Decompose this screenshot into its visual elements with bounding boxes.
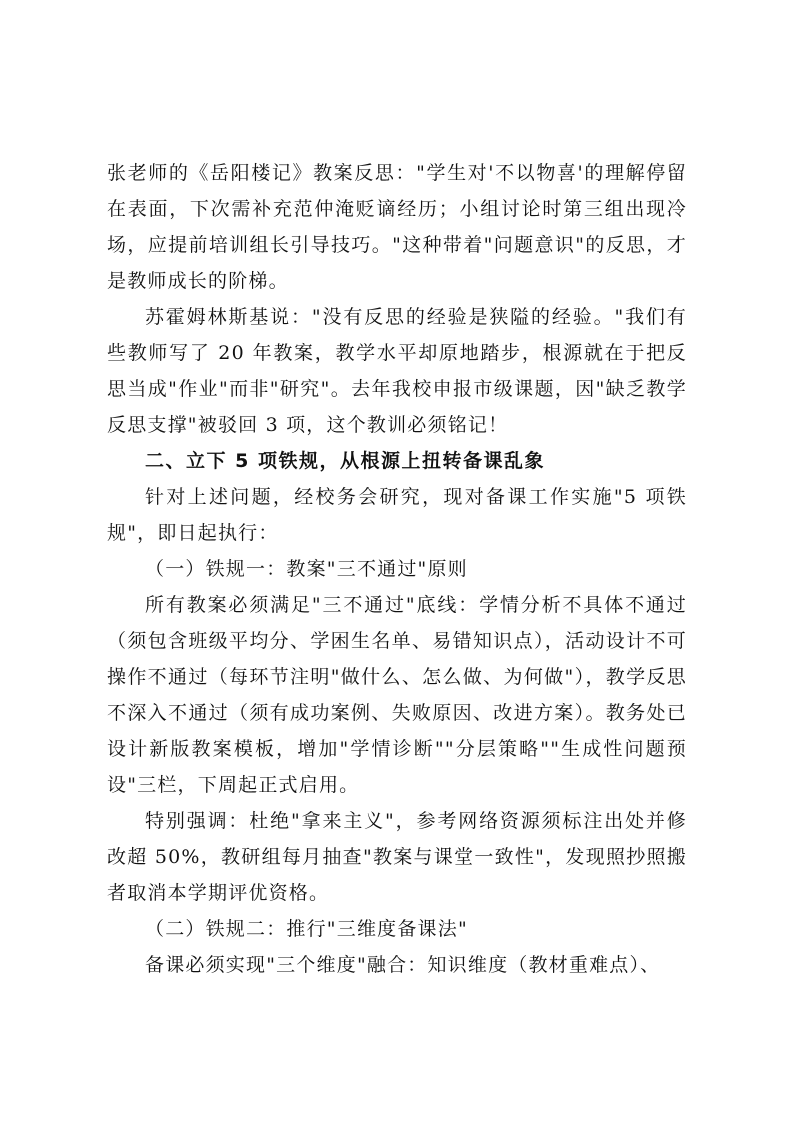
paragraph-rules-intro: 针对上述问题，经校务会研究，现对备课工作实施"5 项铁规"，即日起执行： [107, 486, 687, 544]
section-heading-five-rules: 二、立下 5 项铁规，从根源上扭转备课乱象 [145, 450, 545, 472]
paragraph-reflection-example: 张老师的《岳阳楼记》教案反思："学生对'不以物喜'的理解停留在表面，下次需补充范仲淹贬谪经历；小组讨论时第三组出现冷场，应提前培训组长引导技巧。"这种带着"问题意识"的反思，才是教师成长的阶梯。 [107, 162, 687, 292]
paragraph-rule-two-detail: 备课必须实现"三个维度"融合：知识维度（教材重难点）、 [145, 954, 661, 976]
subheading-rule-two: （二）铁规二：推行"三维度备课法" [145, 918, 468, 940]
paragraph-special-emphasis: 特别强调：杜绝"拿来主义"，参考网络资源须标注出处并修改超 50%，教研组每月抽查"教案与课堂一致性"，发现照抄照搬者取消本学期评优资格。 [107, 810, 687, 904]
paragraph-sukhomlinsky-quote: 苏霍姆林斯基说："没有反思的经验是狭隘的经验。"我们有些教师写了 20 年教案，教学水平却原地踏步，根源就在于把反思当成"作业"而非"研究"。去年我校申报市级课题，因"缺乏教学反思支撑"被驳回 3 项，这个教训必须铭记！ [107, 306, 687, 436]
paragraph-rule-one-detail: 所有教案必须满足"三不通过"底线：学情分析不具体不通过（须包含班级平均分、学困生名单、易错知识点），活动设计不可操作不通过（每环节注明"做什么、怎么做、为何做"），教学反思不深入不通过（须有成功案例、失败原因、改进方案）。教务处已设计新版教案模板，增加"学情诊断""分层策略""生成性问题预设"三栏，下周起正式启用。 [107, 594, 687, 796]
subheading-rule-one: （一）铁规一：教案"三不通过"原则 [145, 558, 468, 580]
document-body [107, 155, 687, 983]
